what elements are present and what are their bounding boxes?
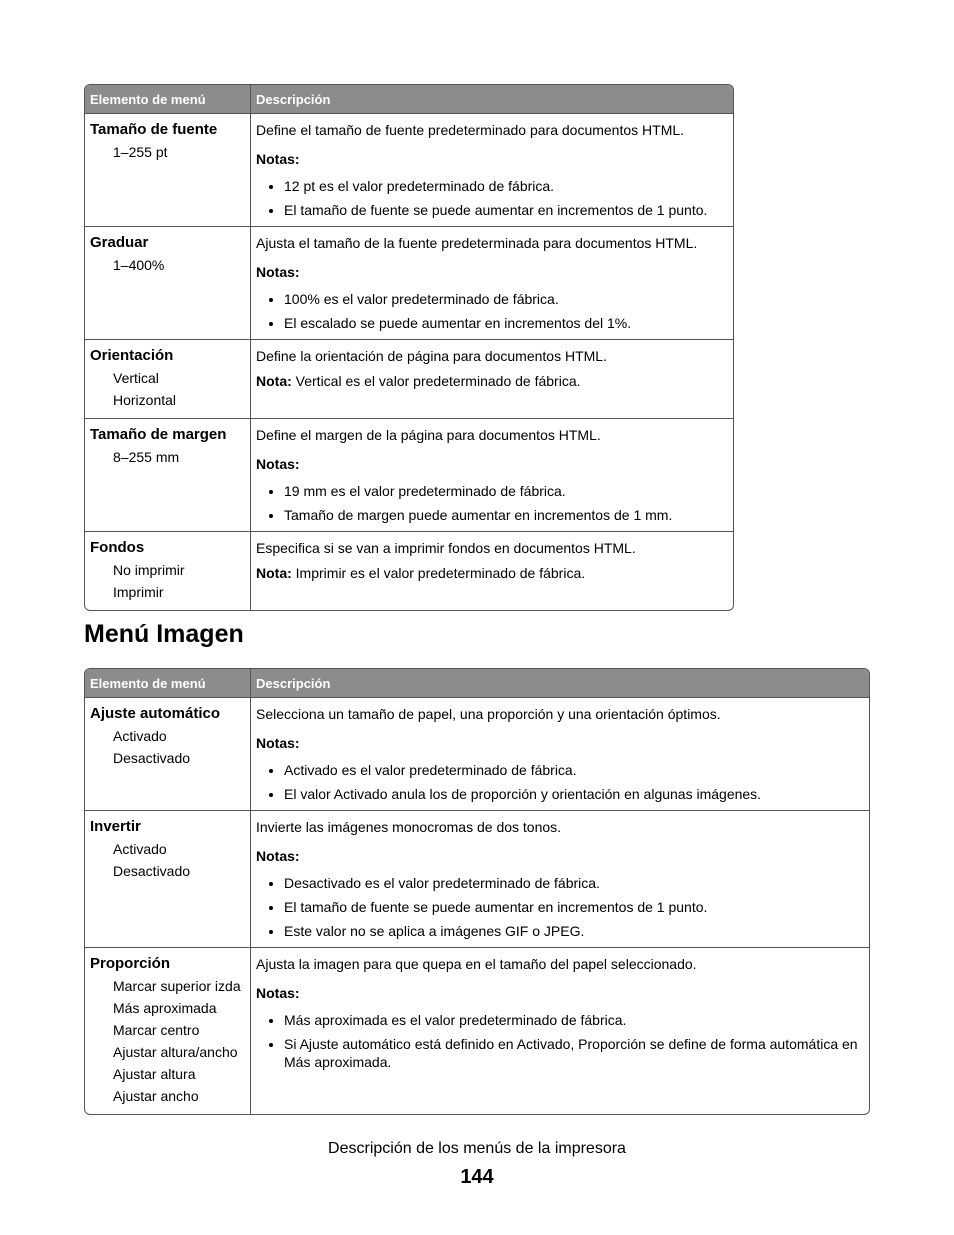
description-text: Define el margen de la página para documentos HTML. bbox=[256, 427, 601, 443]
list-item: • El tamaño de fuente se puede aumentar en incrementos de 1 punto. bbox=[284, 201, 728, 219]
column-header-item: Elemento de menú bbox=[85, 85, 250, 113]
menu-item-option: Marcar superior izda bbox=[113, 978, 241, 994]
menu-item-option: Más aproximada bbox=[113, 1000, 217, 1016]
list-item: • Si Ajuste automático está definido en Activado, Proporción se define de forma automática en Más aproximada. bbox=[284, 1035, 864, 1071]
table-row bbox=[85, 697, 869, 810]
menu-item-name: Tamaño de fuente bbox=[90, 121, 218, 138]
menu-item-option: Desactivado bbox=[113, 750, 191, 766]
menu-item-option: No imprimir bbox=[113, 562, 185, 578]
list-item: • Este valor no se aplica a imágenes GIF o JPEG. bbox=[284, 922, 864, 940]
menu-item-option: Desactivado bbox=[113, 863, 191, 879]
menu-item-option: 1–400% bbox=[113, 257, 165, 273]
description-text: Define el tamaño de fuente predeterminado para documentos HTML. bbox=[256, 122, 685, 138]
menu-item-option: Vertical bbox=[113, 370, 159, 386]
notes-label: Notas: bbox=[256, 264, 300, 280]
table-row bbox=[85, 226, 733, 339]
menu-item-option: 1–255 pt bbox=[113, 144, 168, 160]
menu-item-cell bbox=[85, 531, 250, 610]
menu-item-option: Ajustar altura/ancho bbox=[113, 1044, 238, 1060]
menu-item-option: Activado bbox=[113, 728, 167, 744]
list-item: • 12 pt es el valor predeterminado de fábrica. bbox=[284, 177, 728, 195]
html-menu-table bbox=[84, 84, 734, 611]
image-menu-table bbox=[84, 668, 870, 1115]
description-text: Invierte las imágenes monocromas de dos tonos. bbox=[256, 819, 562, 835]
column-header-description: Descripción bbox=[250, 669, 869, 697]
column-header-description: Descripción bbox=[250, 85, 733, 113]
menu-item-cell bbox=[85, 810, 250, 947]
notes-list bbox=[256, 290, 728, 332]
notes-list bbox=[256, 874, 864, 940]
note-line bbox=[256, 370, 728, 392]
list-item: • El escalado se puede aumentar en incrementos del 1%. bbox=[284, 314, 728, 332]
notes-label: Notas: bbox=[256, 456, 300, 472]
menu-item-cell bbox=[85, 947, 250, 1114]
description-cell bbox=[250, 113, 733, 226]
menu-item-name: Tamaño de margen bbox=[90, 426, 227, 443]
menu-item-option: Horizontal bbox=[113, 392, 177, 408]
menu-item-option: Marcar centro bbox=[113, 1022, 200, 1038]
notes-list bbox=[256, 1011, 864, 1071]
menu-item-cell bbox=[85, 113, 250, 226]
note-label: Nota: bbox=[256, 373, 292, 389]
description-cell bbox=[250, 697, 869, 810]
description-cell bbox=[250, 810, 869, 947]
menu-item-option: Imprimir bbox=[113, 584, 164, 600]
menu-item-option: Ajustar ancho bbox=[113, 1088, 199, 1104]
menu-item-option: Activado bbox=[113, 841, 167, 857]
column-header-item: Elemento de menú bbox=[85, 669, 250, 697]
notes-label: Notas: bbox=[256, 735, 300, 751]
list-item: • Activado es el valor predeterminado de fábrica. bbox=[284, 761, 864, 779]
table-row bbox=[85, 339, 733, 418]
menu-item-option: Ajustar altura bbox=[113, 1066, 196, 1082]
list-item: • El valor Activado anula los de proporción y orientación en algunas imágenes. bbox=[284, 785, 864, 803]
table-row bbox=[85, 947, 869, 1114]
description-cell bbox=[250, 339, 733, 418]
description-cell bbox=[250, 531, 733, 610]
description-cell bbox=[250, 226, 733, 339]
description-cell bbox=[250, 418, 733, 531]
page-number: 144 bbox=[460, 1166, 494, 1188]
menu-item-name: Invertir bbox=[90, 818, 141, 835]
list-item: • 100% es el valor predeterminado de fábrica. bbox=[284, 290, 728, 308]
menu-item-cell bbox=[85, 697, 250, 810]
section-title: Menú Imagen bbox=[84, 620, 244, 648]
menu-item-cell bbox=[85, 418, 250, 531]
notes-label: Notas: bbox=[256, 985, 300, 1001]
menu-item-name: Proporción bbox=[90, 955, 171, 972]
note-text: Imprimir es el valor predeterminado de fábrica. bbox=[291, 565, 586, 581]
menu-item-name: Graduar bbox=[90, 234, 149, 251]
list-item: • Tamaño de margen puede aumentar en incrementos de 1 mm. bbox=[284, 506, 728, 524]
notes-list bbox=[256, 482, 728, 524]
menu-item-option: 8–255 mm bbox=[113, 449, 180, 465]
menu-item-name: Orientación bbox=[90, 347, 174, 364]
table-row bbox=[85, 531, 733, 610]
table-row bbox=[85, 810, 869, 947]
menu-item-name: Fondos bbox=[90, 539, 145, 556]
list-item: • El tamaño de fuente se puede aumentar en incrementos de 1 punto. bbox=[284, 898, 864, 916]
table-row bbox=[85, 418, 733, 531]
description-cell bbox=[250, 947, 869, 1114]
table-row bbox=[85, 113, 733, 226]
menu-item-cell bbox=[85, 226, 250, 339]
description-text: Define la orientación de página para documentos HTML. bbox=[256, 348, 607, 364]
description-text: Selecciona un tamaño de papel, una proporción y una orientación óptimos. bbox=[256, 706, 721, 722]
menu-item-cell bbox=[85, 339, 250, 418]
menu-item-name: Ajuste automático bbox=[90, 705, 221, 722]
note-line bbox=[256, 562, 728, 584]
list-item: • Más aproximada es el valor predeterminado de fábrica. bbox=[284, 1011, 864, 1029]
list-item: • 19 mm es el valor predeterminado de fábrica. bbox=[284, 482, 728, 500]
notes-list bbox=[256, 177, 728, 219]
description-text: Especifica si se van a imprimir fondos en documentos HTML. bbox=[256, 540, 636, 556]
list-item: • Desactivado es el valor predeterminado de fábrica. bbox=[284, 874, 864, 892]
description-text: Ajusta la imagen para que quepa en el tamaño del papel seleccionado. bbox=[256, 956, 697, 972]
notes-label: Notas: bbox=[256, 151, 300, 167]
note-text: Vertical es el valor predeterminado de fábrica. bbox=[291, 373, 581, 389]
note-label: Nota: bbox=[256, 565, 292, 581]
footer-title: Descripción de los menús de la impresora bbox=[328, 1140, 626, 1157]
notes-list bbox=[256, 761, 864, 803]
description-text: Ajusta el tamaño de la fuente predeterminada para documentos HTML. bbox=[256, 235, 698, 251]
notes-label: Notas: bbox=[256, 848, 300, 864]
